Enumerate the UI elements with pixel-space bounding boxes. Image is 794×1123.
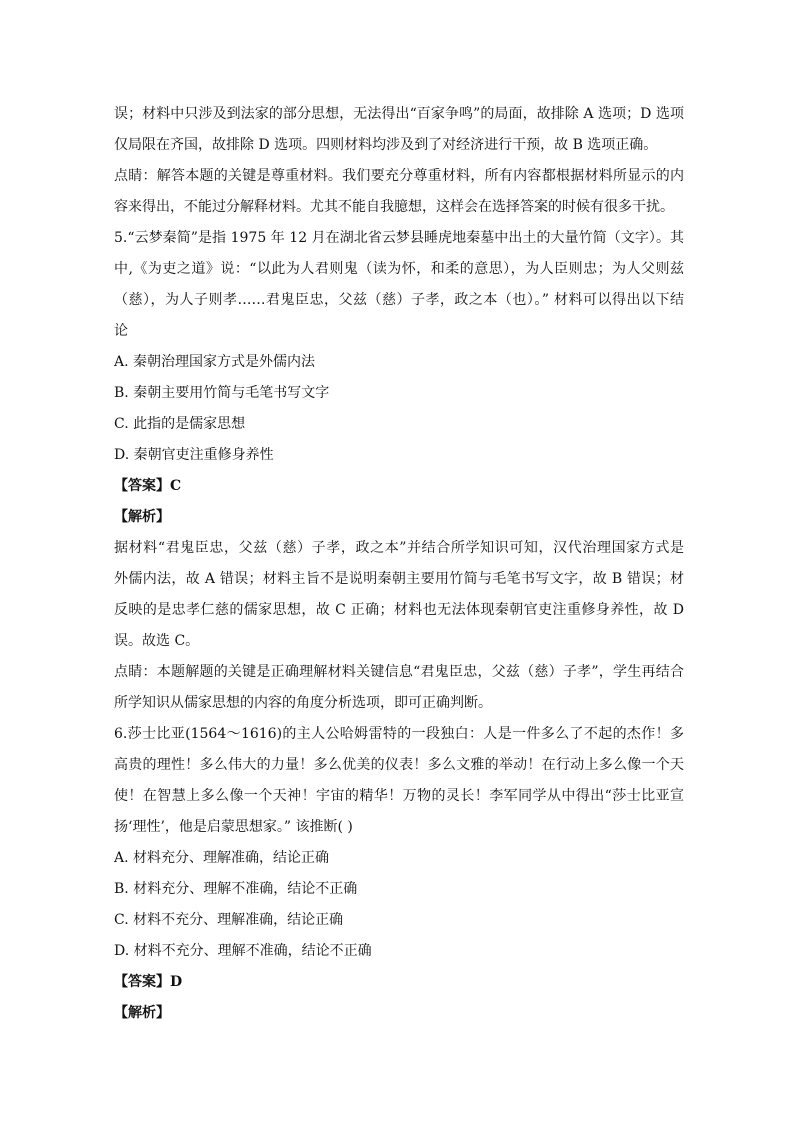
note-line: 点睛：本题解题的关键是正确理解材料关键信息“君鬼臣忠，父兹（慈）子孝”，学生再结合 (114, 664, 684, 680)
question-6-line: 6.莎士比亚(1564～1616)的主人公哈姆雷特的一段独白：人是一件多么了不起的杰作！多 (114, 726, 684, 742)
question-6-line: 高贵的理性！多么伟大的力量！多么优美的仪表！多么文雅的举动！在行动上多么像一个天 (114, 757, 684, 773)
question-6-line: 扬‘理性’，他是启蒙思想家。” 该推断( ) (114, 819, 353, 835)
question-6-answer: 【答案】D (114, 974, 183, 990)
analysis-line: 据材料“君鬼臣忠，父兹（慈）子孝，政之本”并结合所学知识可知，汉代治理国家方式是 (114, 540, 684, 556)
note-line: 点睛：解答本题的关键是尊重材料。我们要充分尊重材料，所有内容都根据材料所显示的内 (114, 168, 684, 184)
question-6-option-a: A. 材料充分、理解准确，结论正确 (114, 850, 330, 866)
question-5-analysis-heading: 【解析】 (114, 509, 170, 525)
note-line: 所学知识从儒家思想的内容的角度分析选项，即可正确判断。 (114, 695, 492, 711)
question-6-option-d: D. 材料不充分、理解不准确，结论不正确 (114, 943, 372, 959)
question-5-line: 中,《为吏之道》说：“以此为人君则鬼（读为怀，和柔的意思），为人臣则忠；为人父则兹 (114, 261, 684, 277)
analysis-line: 误。故选 C。 (114, 633, 200, 649)
question-5-option-d: D. 秦朝官吏注重修身养性 (114, 447, 274, 463)
question-5-option-c: C. 此指的是儒家思想 (114, 416, 246, 432)
question-6-analysis-heading: 【解析】 (114, 1005, 170, 1021)
question-5-option-b: B. 秦朝主要用竹简与毛笔书写文字 (114, 385, 330, 401)
analysis-line: 反映的是忠孝仁慈的儒家思想，故 C 正确；材料也无法体现秦朝官吏注重修身养性，故 D (114, 602, 684, 618)
question-5-option-a: A. 秦朝治理国家方式是外儒内法 (114, 354, 316, 370)
question-6-line: 使！在智慧上多么像一个天神！宇宙的精华！万物的灵长！李军同学从中得出“莎士比亚宣 (114, 788, 684, 804)
paragraph-line: 仅局限在齐国，故排除 D 选项。四则材料均涉及到了对经济进行干预，故 B 选项正确。 (114, 137, 658, 153)
paragraph-line: 误；材料中只涉及到法家的部分思想，无法得出“百家争鸣”的局面，故排除 A 选项；D 选项 (114, 106, 684, 122)
question-5-answer: 【答案】C (114, 478, 182, 494)
question-6-option-b: B. 材料充分、理解不准确，结论不正确 (114, 881, 358, 897)
question-5-line: 论 (114, 323, 128, 339)
question-5-line: 5.“云梦秦简”是指 1975 年 12 月在湖北省云梦县睡虎地秦墓中出土的大量竹简（文字）。其 (114, 230, 684, 246)
analysis-line: 外儒内法，故 A 错误；材料主旨不是说明秦朝主要用竹简与毛笔书写文字，故 B 错误；材 (114, 571, 684, 587)
question-6-option-c: C. 材料不充分、理解准确，结论正确 (114, 912, 344, 928)
note-line: 容来得出，不能过分解释材料。尤其不能自我臆想，这样会在选择答案的时候有很多干扰。 (114, 199, 674, 215)
document-page (114, 99, 684, 1029)
question-5-line: （慈），为人子则孝……君鬼臣忠，父兹（慈）子孝，政之本（也）。” 材料可以得出以下结 (114, 292, 684, 308)
